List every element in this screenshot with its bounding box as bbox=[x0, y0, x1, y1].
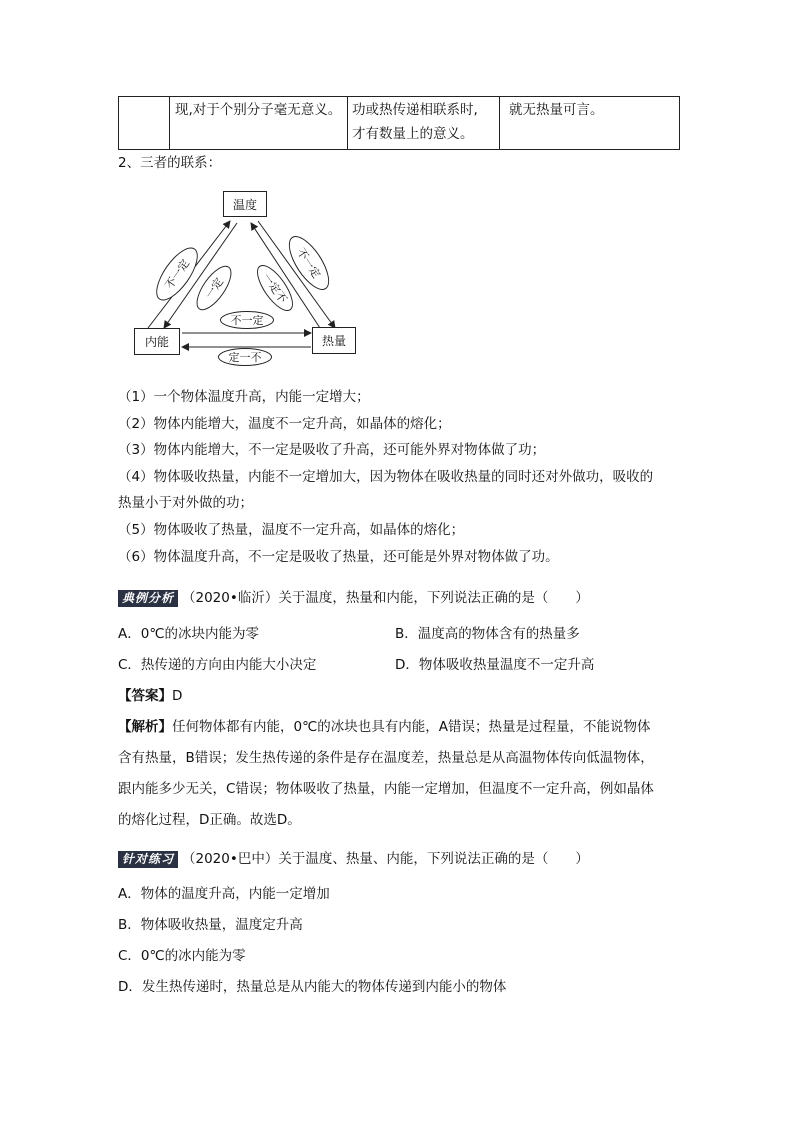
analysis-line-2: 含有热量，B错误；发生热传递的条件是存在温度差，热量总是从高温物体传向低温物体， bbox=[118, 750, 654, 766]
label-left-inner: 一定 bbox=[190, 260, 238, 315]
example-option-a: A．0℃的冰块内能为零 bbox=[118, 626, 259, 642]
label-right-outer: 不一定 bbox=[281, 230, 337, 296]
node-heat: 热量 bbox=[312, 327, 356, 354]
table-divider bbox=[347, 97, 348, 149]
table-cell: 就无热量可言。 bbox=[509, 102, 604, 118]
label-bottom-bottom: 定一不 bbox=[218, 348, 272, 366]
analysis-line-1 bbox=[118, 717, 650, 737]
table-cell: 功或热传递相联系时, bbox=[352, 102, 478, 118]
practice-badge: 针对练习 bbox=[118, 851, 178, 868]
label-bottom-top: 不一定 bbox=[220, 311, 274, 329]
point-4-cont: 热量小于对外做的功； bbox=[118, 495, 253, 511]
point-2: （2）物体内能增大，温度不一定升高，如晶体的熔化； bbox=[118, 416, 451, 432]
analysis-line-4: 的熔化过程，D正确。故选D。 bbox=[118, 812, 301, 828]
node-internal-energy: 内能 bbox=[134, 328, 180, 355]
table-divider bbox=[499, 97, 500, 149]
example-badge: 典例分析 bbox=[118, 590, 178, 607]
answer-line bbox=[118, 686, 182, 706]
answer-value: D bbox=[172, 688, 183, 704]
point-6: （6）物体温度升高，不一定是吸收了热量，还可能是外界对物体做了功。 bbox=[118, 549, 559, 565]
analysis-line-3: 跟内能多少无关，C错误；物体吸收了热量，内能一定增加，但温度不一定升高，例如晶体 bbox=[118, 781, 654, 797]
example-question: （2020•临沂）关于温度，热量和内能，下列说法正确的是（ ） bbox=[182, 590, 589, 606]
property-table bbox=[118, 96, 680, 150]
relation-diagram bbox=[130, 185, 370, 375]
label-right-inner: 一定不 bbox=[251, 260, 300, 317]
point-3: （3）物体内能增大，不一定是吸收了升高，还可能外界对物体做了功； bbox=[118, 442, 546, 458]
point-5: （5）物体吸收了热量，温度不一定升高，如晶体的熔化； bbox=[118, 522, 465, 538]
practice-option-d: D．发生热传递时，热量总是从内能大的物体传递到内能小的物体 bbox=[118, 979, 507, 995]
practice-question: （2020•巴中）关于温度、热量、内能，下列说法正确的是（ ） bbox=[182, 851, 589, 867]
analysis-text: 任何物体都有内能，0℃的冰块也具有内能，A错误；热量是过程量，不能说物体 bbox=[172, 719, 651, 735]
example-option-c: C．热传递的方向由内能大小决定 bbox=[118, 657, 317, 673]
node-temperature: 温度 bbox=[223, 191, 267, 217]
example-option-d: D．物体吸收热量温度不一定升高 bbox=[395, 657, 595, 673]
point-1: （1）一个物体温度升高，内能一定增大； bbox=[118, 389, 370, 405]
section-heading: 2、三者的联系： bbox=[118, 155, 222, 171]
practice-option-a: A．物体的温度升高，内能一定增加 bbox=[118, 886, 330, 902]
label-left-outer: 不一定 bbox=[149, 241, 206, 307]
table-cell: 现,对于个别分子毫无意义。 bbox=[175, 102, 342, 118]
table-divider bbox=[169, 97, 170, 149]
analysis-label: 【解析】 bbox=[118, 719, 172, 735]
point-4: （4）物体吸收热量，内能不一定增加大，因为物体在吸收热量的同时还对外做功，吸收的 bbox=[118, 469, 654, 485]
practice-option-c: C．0℃的冰内能为零 bbox=[118, 948, 246, 964]
example-option-b: B．温度高的物体含有的热量多 bbox=[395, 626, 580, 642]
answer-label: 【答案】 bbox=[118, 688, 172, 704]
practice-option-b: B．物体吸收热量，温度定升高 bbox=[118, 917, 303, 933]
table-cell: 才有数量上的意义。 bbox=[352, 126, 474, 142]
